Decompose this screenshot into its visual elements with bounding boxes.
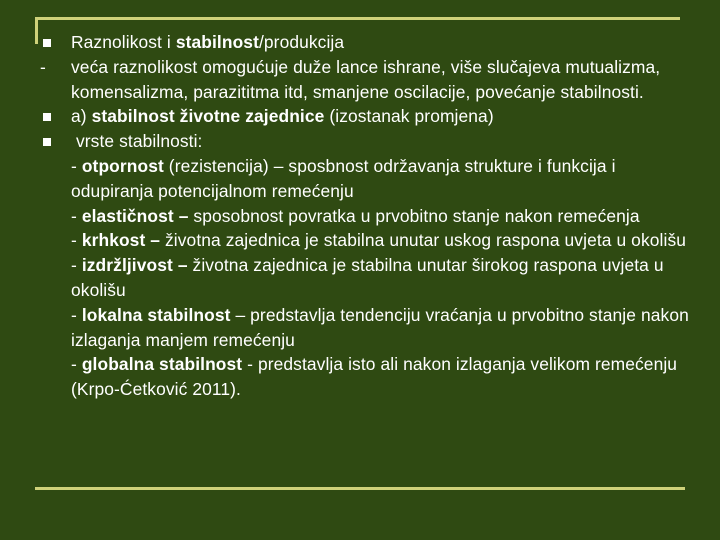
type-dash: -	[71, 230, 82, 251]
dash-marker: -	[40, 56, 46, 77]
slide-content	[38, 30, 698, 402]
frame-bottom-line	[35, 487, 685, 490]
square-bullet-icon	[43, 39, 51, 47]
bullet-community-stability	[38, 104, 698, 129]
type-term: globalna stabilnost	[81, 354, 243, 375]
type-dash: -	[71, 354, 82, 375]
type-dash: -	[71, 304, 82, 325]
type-item-elasticity	[71, 204, 698, 229]
type-description: životna zajednica je stabilna unutar širokog raspona uvjeta u okolišu	[71, 255, 664, 300]
bullet-a-prefix: a)	[71, 106, 92, 127]
bullet-a-suffix: (izostanak promjena)	[324, 106, 494, 127]
type-dash: -	[71, 205, 82, 226]
type-item-durability	[71, 253, 698, 303]
type-description: životna zajednica je stabilna unutar uskog raspona uvjeta u okolišu	[160, 230, 687, 251]
type-item-fragility	[71, 228, 698, 253]
bullet-a-bold: stabilnost životne zajednice	[91, 106, 325, 127]
type-term: krhkost –	[81, 230, 161, 251]
type-term: otpornost	[81, 155, 164, 176]
types-label: vrste stabilnosti:	[76, 131, 203, 152]
type-item-local-stability	[71, 303, 698, 353]
type-dash: -	[71, 155, 82, 176]
type-item-global-stability	[71, 352, 698, 402]
type-description: sposobnost povratka u prvobitno stanje nakon remećenja	[188, 205, 640, 226]
title-bold: stabilnost	[175, 32, 259, 52]
type-description: - predstavlja isto ali nakon izlaganja velikom remećenju (Krpo-Ćetković 2011).	[71, 354, 678, 400]
title-prefix: Raznolikost i	[71, 32, 176, 52]
type-term: lokalna stabilnost	[81, 304, 231, 325]
type-description: (rezistencija) – sposbnost održavanja strukture i funkcija i odupiranja potencijalnom remećenju	[71, 155, 616, 201]
frame-top-line	[35, 17, 680, 20]
title-suffix: /produkcija	[258, 32, 345, 52]
square-bullet-icon	[43, 113, 51, 121]
types-list	[38, 154, 698, 402]
type-term: elastičnost –	[81, 205, 189, 226]
bullet-stability-types	[38, 129, 698, 154]
type-item-resistance	[71, 154, 698, 204]
square-bullet-icon	[43, 138, 51, 146]
dash-item	[38, 55, 698, 105]
type-description: – predstavlja tendenciju vraćanja u prvobitno stanje nakon izlaganja manjem remećenju	[71, 304, 689, 350]
dash-item-text: veća raznolikost omogućuje duže lance ishrane, više slučajeva mutualizma, komensalizma, parazititma itd, smanjene oscilacije, povećanje stabilnosti.	[71, 56, 661, 102]
type-term: izdržljivost –	[81, 255, 188, 276]
type-dash: -	[71, 255, 82, 276]
title-item	[38, 30, 698, 55]
